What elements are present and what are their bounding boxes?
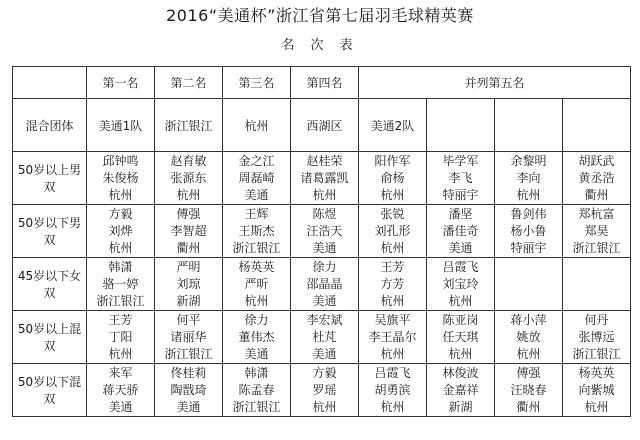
result-cell	[87, 258, 155, 311]
team-name: 杭州	[516, 187, 541, 202]
result-cell	[87, 152, 155, 205]
result-cell	[291, 311, 359, 364]
team-row	[13, 99, 631, 152]
player-name: 张博远	[578, 329, 615, 344]
player-name: 张锐	[380, 206, 405, 221]
player-name: 周磊崎	[238, 170, 275, 185]
player-name: 王芳	[380, 259, 405, 274]
player-name: 傅强	[176, 206, 201, 221]
player-name: 李王晶尔	[368, 329, 417, 344]
player-name: 赵桂荣	[306, 153, 343, 168]
result-cell	[291, 258, 359, 311]
player-name: 杨英英	[578, 365, 615, 380]
result-cell	[427, 364, 495, 417]
player-name: 杜芃	[312, 329, 337, 344]
header-corner	[13, 67, 87, 99]
player-name: 潘佳奇	[442, 223, 479, 238]
team-name: 美通	[244, 187, 269, 202]
team-name: 美通	[244, 346, 269, 361]
category-label: 50岁以上男双	[13, 152, 87, 205]
player-name: 何平	[176, 312, 201, 327]
player-name: 杨小鲁	[510, 223, 547, 238]
player-name: 朱俊杨	[102, 170, 139, 185]
player-name: 严昕	[244, 276, 269, 291]
result-cell	[427, 152, 495, 205]
team-name: 浙江银江	[232, 240, 281, 255]
player-name: 徐力	[244, 312, 269, 327]
category-row	[13, 311, 631, 364]
team-name: 杭州	[448, 293, 473, 308]
result-cell	[291, 205, 359, 258]
header-third: 第三名	[223, 67, 291, 99]
player-name: 蒋小萍	[510, 312, 547, 327]
player-name: 李智超	[170, 223, 207, 238]
player-name: 潘坚	[448, 206, 473, 221]
team-name: 杭州	[380, 399, 405, 414]
player-name: 向紫城	[578, 382, 615, 397]
result-cell	[223, 311, 291, 364]
team-name: 杭州	[176, 187, 201, 202]
team-name: 杭州	[380, 240, 405, 255]
player-name: 何丹	[584, 312, 609, 327]
header-row	[13, 67, 631, 99]
category-row	[13, 152, 631, 205]
result-cell	[495, 364, 563, 417]
player-name: 诸葛露凯	[300, 170, 349, 185]
result-cell	[427, 205, 495, 258]
team-name: 杭州	[108, 187, 133, 202]
team-name: 浙江银江	[164, 346, 213, 361]
player-name: 吕霞飞	[374, 365, 411, 380]
player-name: 阳作军	[374, 153, 411, 168]
result-cell	[155, 311, 223, 364]
player-name: 方毅	[312, 365, 337, 380]
header-fifth: 并列第五名	[359, 67, 631, 99]
team-name: 衢州	[584, 187, 609, 202]
result-cell	[427, 258, 495, 311]
header-first: 第一名	[87, 67, 155, 99]
team-cell	[427, 99, 495, 152]
results-table	[12, 66, 631, 417]
result-cell	[155, 258, 223, 311]
result-cell	[359, 258, 427, 311]
player-name: 姚放	[516, 329, 541, 344]
player-name: 王芳	[108, 312, 133, 327]
team-name: 杭州	[312, 187, 337, 202]
player-name: 郑昊	[584, 223, 609, 238]
player-name: 张源东	[170, 170, 207, 185]
result-cell	[359, 152, 427, 205]
team-name: 美通	[108, 399, 133, 414]
team-cell: 美通2队	[359, 99, 427, 152]
result-cell	[563, 364, 631, 417]
result-cell	[223, 258, 291, 311]
player-name: 方毅	[108, 206, 133, 221]
result-cell	[223, 152, 291, 205]
player-name: 骆一婷	[102, 276, 139, 291]
team-name: 杭州	[108, 346, 133, 361]
team-name: 美通	[312, 240, 337, 255]
team-name: 浙江银江	[572, 240, 621, 255]
result-cell	[495, 311, 563, 364]
player-name: 胡勇滨	[374, 382, 411, 397]
result-cell	[291, 364, 359, 417]
team-name: 杭州	[516, 346, 541, 361]
player-name: 刘烨	[108, 223, 133, 238]
team-category: 混合团体	[13, 99, 87, 152]
team-name: 美通	[312, 293, 337, 308]
player-name: 毕学军	[442, 153, 479, 168]
player-name: 鲁剑伟	[510, 206, 547, 221]
category-label: 45岁以下女双	[13, 258, 87, 311]
player-name: 方芳	[380, 276, 405, 291]
result-cell	[359, 364, 427, 417]
team-cell	[563, 99, 631, 152]
player-name: 严明	[176, 259, 201, 274]
player-name: 刘孔形	[374, 223, 411, 238]
result-cell	[495, 205, 563, 258]
category-label: 50岁以上混双	[13, 311, 87, 364]
page-subtitle: 名 次 表	[281, 38, 359, 53]
result-cell	[155, 364, 223, 417]
team-cell: 美通1队	[87, 99, 155, 152]
team-name: 新湖	[176, 293, 201, 308]
player-name: 佟桂莉	[170, 365, 207, 380]
player-name: 金嘉祥	[442, 382, 479, 397]
page-title: 2016“美通杯”浙江省第七届羽毛球精英赛	[166, 6, 474, 25]
player-name: 汪浩天	[306, 223, 343, 238]
player-name: 王辉	[244, 206, 269, 221]
category-row	[13, 205, 631, 258]
team-cell: 西湖区	[291, 99, 359, 152]
player-name: 杨英英	[238, 259, 275, 274]
team-name: 浙江银江	[572, 346, 621, 361]
result-cell	[427, 311, 495, 364]
team-cell	[495, 99, 563, 152]
team-name: 杭州	[312, 399, 337, 414]
team-name: 新湖	[448, 399, 473, 414]
player-name: 刘琼	[176, 276, 201, 291]
player-name: 赵育敏	[170, 153, 207, 168]
player-name: 李飞	[448, 170, 473, 185]
result-cell	[87, 311, 155, 364]
result-cell	[223, 364, 291, 417]
player-name: 刘宝玲	[442, 276, 479, 291]
team-name: 浙江银江	[232, 399, 281, 414]
team-name: 特丽宇	[510, 240, 547, 255]
team-name: 美通	[176, 399, 201, 414]
result-cell	[155, 205, 223, 258]
team-name: 美通	[448, 240, 473, 255]
player-name: 李向	[516, 170, 541, 185]
result-cell	[359, 205, 427, 258]
player-name: 来军	[108, 365, 133, 380]
category-row	[13, 364, 631, 417]
result-cell	[87, 205, 155, 258]
team-name: 杭州	[244, 293, 269, 308]
player-name: 陶戬琦	[170, 382, 207, 397]
player-name: 郑杭富	[578, 206, 615, 221]
result-cell	[563, 258, 631, 311]
player-name: 邵晶晶	[306, 276, 343, 291]
team-name: 浙江银江	[96, 293, 145, 308]
team-cell: 杭州	[223, 99, 291, 152]
team-name: 杭州	[108, 240, 133, 255]
player-name: 陈亚岗	[442, 312, 479, 327]
category-row	[13, 258, 631, 311]
result-cell	[155, 152, 223, 205]
result-cell	[87, 364, 155, 417]
header-second: 第二名	[155, 67, 223, 99]
team-name: 杭州	[380, 187, 405, 202]
team-name: 特丽宇	[442, 187, 479, 202]
result-cell	[223, 205, 291, 258]
player-name: 徐力	[312, 259, 337, 274]
player-name: 诸丽华	[170, 329, 207, 344]
player-name: 罗瑶	[312, 382, 337, 397]
team-name: 衢州	[176, 240, 201, 255]
player-name: 蒋天骄	[102, 382, 139, 397]
category-label: 50岁以下混双	[13, 364, 87, 417]
player-name: 陈煜	[312, 206, 337, 221]
player-name: 俞杨	[380, 170, 405, 185]
team-name: 杭州	[584, 399, 609, 414]
player-name: 董伟杰	[238, 329, 275, 344]
player-name: 黄丞浩	[578, 170, 615, 185]
player-name: 陈孟春	[238, 382, 275, 397]
player-name: 林俊波	[442, 365, 479, 380]
player-name: 韩潇	[108, 259, 133, 274]
player-name: 金之江	[238, 153, 275, 168]
player-name: 任天琪	[442, 329, 479, 344]
player-name: 汪晓春	[510, 382, 547, 397]
player-name: 邱钟鸣	[102, 153, 139, 168]
result-cell	[563, 205, 631, 258]
result-cell	[495, 258, 563, 311]
player-name: 吴旗平	[374, 312, 411, 327]
header-fourth: 第四名	[291, 67, 359, 99]
result-cell	[495, 152, 563, 205]
player-name: 傅强	[516, 365, 541, 380]
player-name: 李宏斌	[306, 312, 343, 327]
player-name: 韩潇	[244, 365, 269, 380]
result-cell	[563, 152, 631, 205]
player-name: 吕霞飞	[442, 259, 479, 274]
team-name: 衢州	[516, 399, 541, 414]
result-cell	[291, 152, 359, 205]
team-name: 杭州	[380, 346, 405, 361]
player-name: 王斯杰	[238, 223, 275, 238]
team-cell: 浙江银江	[155, 99, 223, 152]
team-name: 美通	[312, 346, 337, 361]
result-cell	[359, 311, 427, 364]
result-cell	[563, 311, 631, 364]
team-name: 杭州	[448, 346, 473, 361]
player-name: 胡跃武	[578, 153, 615, 168]
player-name: 余黎明	[510, 153, 547, 168]
team-name: 杭州	[380, 293, 405, 308]
player-name: 丁阳	[108, 329, 133, 344]
category-label: 50岁以下男双	[13, 205, 87, 258]
